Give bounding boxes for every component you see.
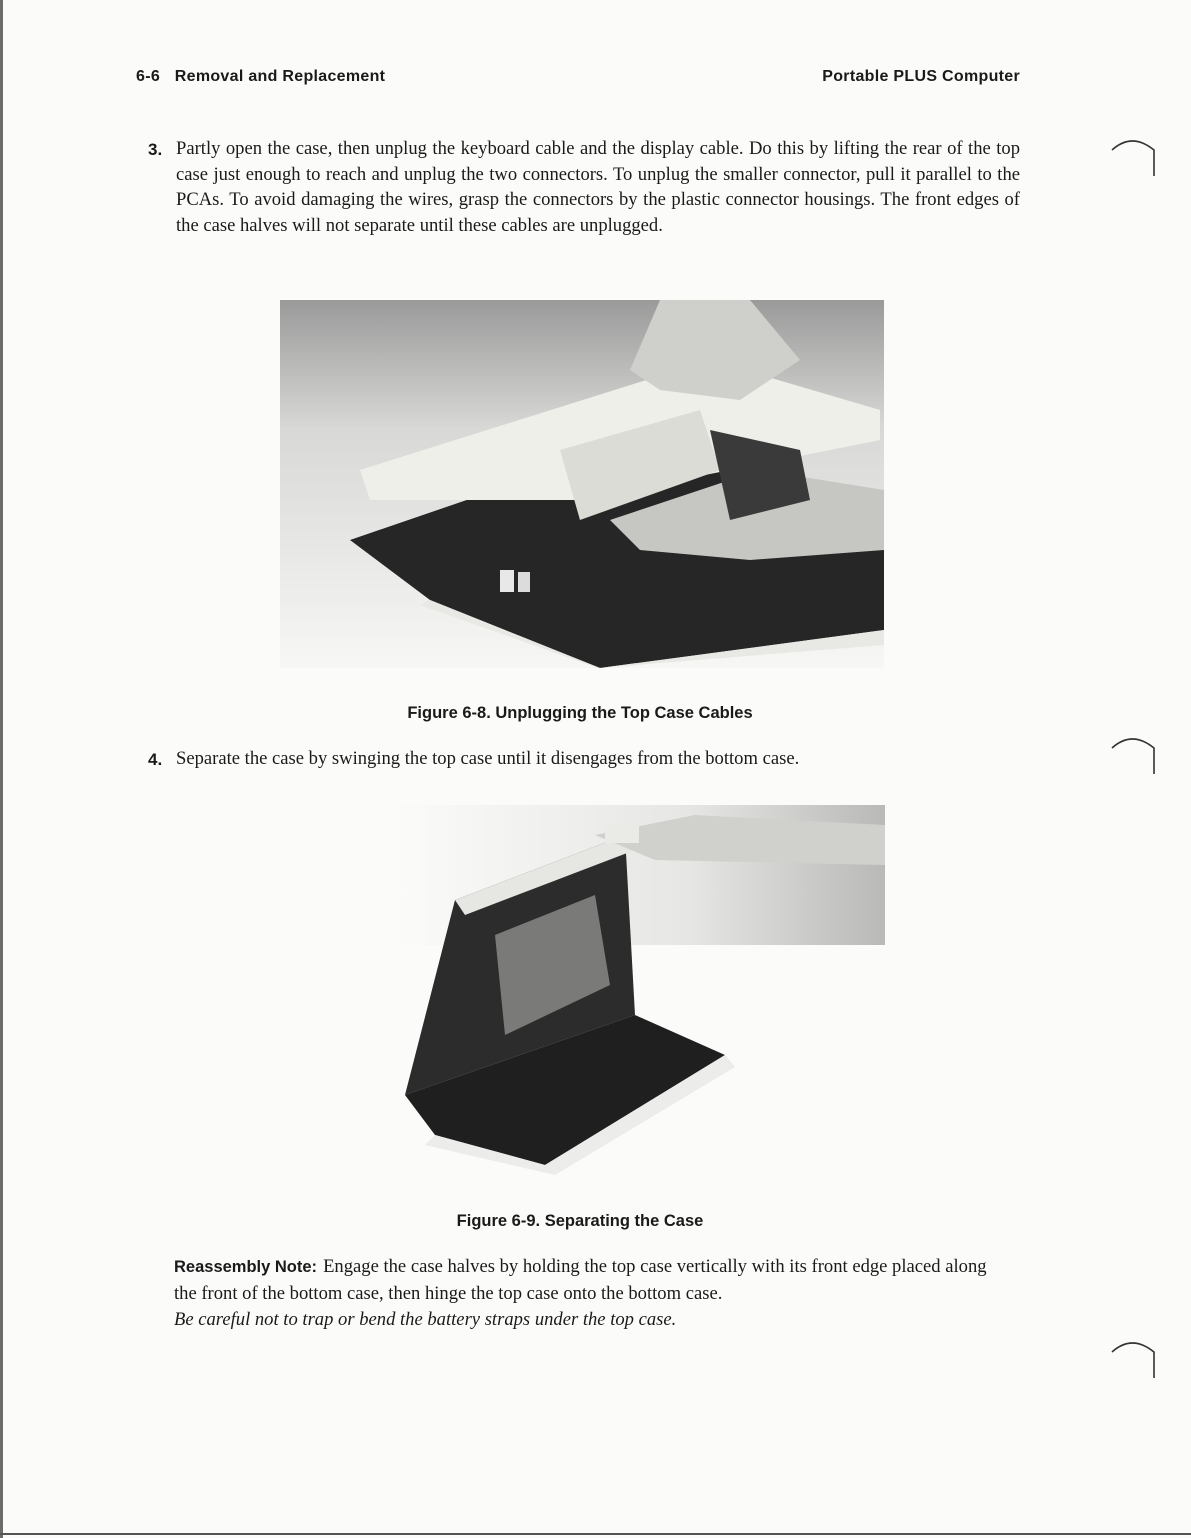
connector [518, 572, 530, 592]
binder-hole-icon [1108, 132, 1160, 182]
note-label: Reassembly Note: [174, 1258, 318, 1276]
step-number: 4. [148, 750, 163, 769]
finger [605, 825, 639, 843]
figure-caption: Figure 6-9. Separating the Case [456, 1212, 704, 1230]
figure-6-8-photo [280, 300, 884, 668]
manual-title: Portable PLUS Computer [822, 68, 1020, 85]
page-number: 6-6 [136, 68, 161, 85]
step-number: 3. [148, 140, 163, 159]
binder-hole-icon [1108, 1334, 1160, 1384]
figure-caption: Figure 6-8. Unplugging the Top Case Cables [407, 704, 753, 722]
running-header-left [136, 68, 385, 86]
page-edge-left [0, 0, 3, 1538]
page-edge-bottom [0, 1533, 1191, 1535]
binder-hole-icon [1108, 730, 1160, 780]
connector [500, 570, 514, 592]
figure-6-9-photo [395, 805, 885, 1175]
reassembly-note [174, 1254, 990, 1334]
note-italic-text: Be careful not to trap or bend the battery straps under the top case. [174, 1309, 677, 1330]
step-text: Separate the case by swinging the top case until it disengages from the bottom case. [176, 748, 800, 769]
note-text: Engage the case halves by holding the top case vertically with its front edge placed along the front of the bottom case, then hinge the top case onto the bottom case. [174, 1256, 987, 1304]
section-title: Removal and Replacement [174, 68, 386, 85]
step-text: Partly open the case, then unplug the keyboard cable and the display cable. Do this by lifting the rear of the top case just enough to reach and unplug the two connectors. To unplug the smaller connector, pull it parallel to the PCAs. To avoid damaging the wires, grasp the connectors by the plastic connector housings. The front edges of the case halves will not separate until these cables are unplugged. [176, 138, 1020, 236]
